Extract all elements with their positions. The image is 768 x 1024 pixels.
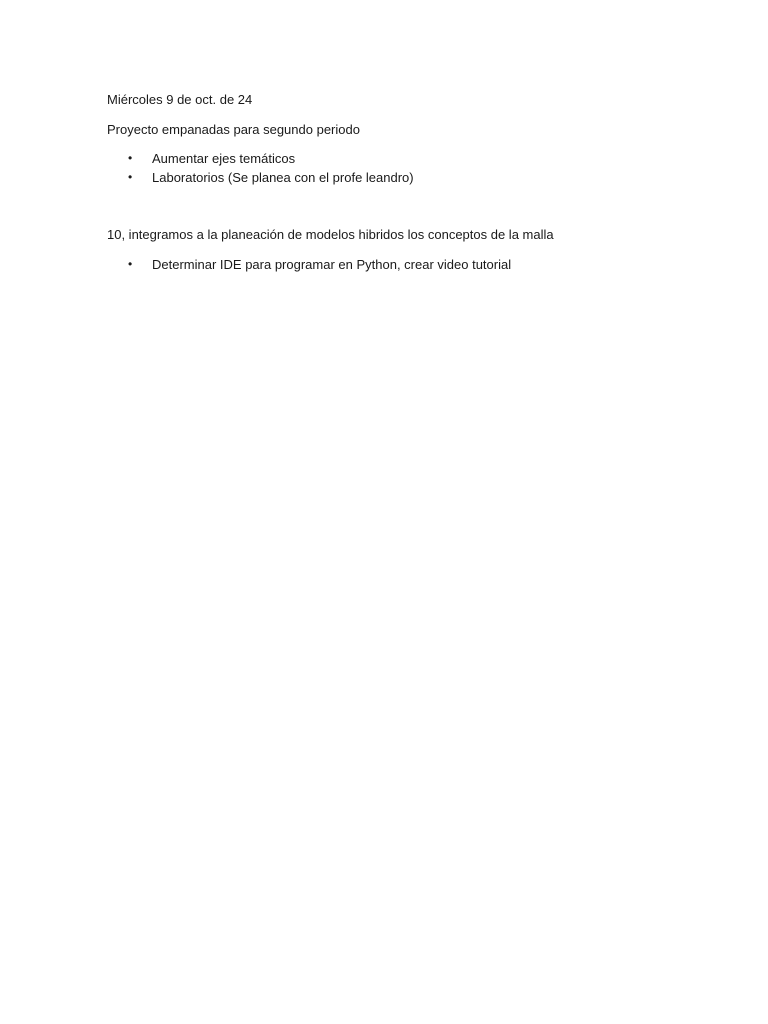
integration-heading: 10, integramos a la planeación de modelos hibridos los conceptos de la malla: [107, 227, 554, 242]
bullet-text: Laboratorios (Se planea con el profe leandro): [152, 170, 414, 185]
project-heading: Proyecto empanadas para segundo periodo: [107, 122, 360, 137]
bullet-text: Aumentar ejes temáticos: [152, 151, 296, 166]
bullet-icon: •: [128, 151, 133, 165]
bullet-text: Determinar IDE para programar en Python, crear video tutorial: [152, 257, 512, 272]
date-line: Miércoles 9 de oct. de 24: [107, 92, 253, 107]
bullet-icon: •: [128, 257, 133, 271]
bullet-icon: •: [128, 170, 133, 184]
